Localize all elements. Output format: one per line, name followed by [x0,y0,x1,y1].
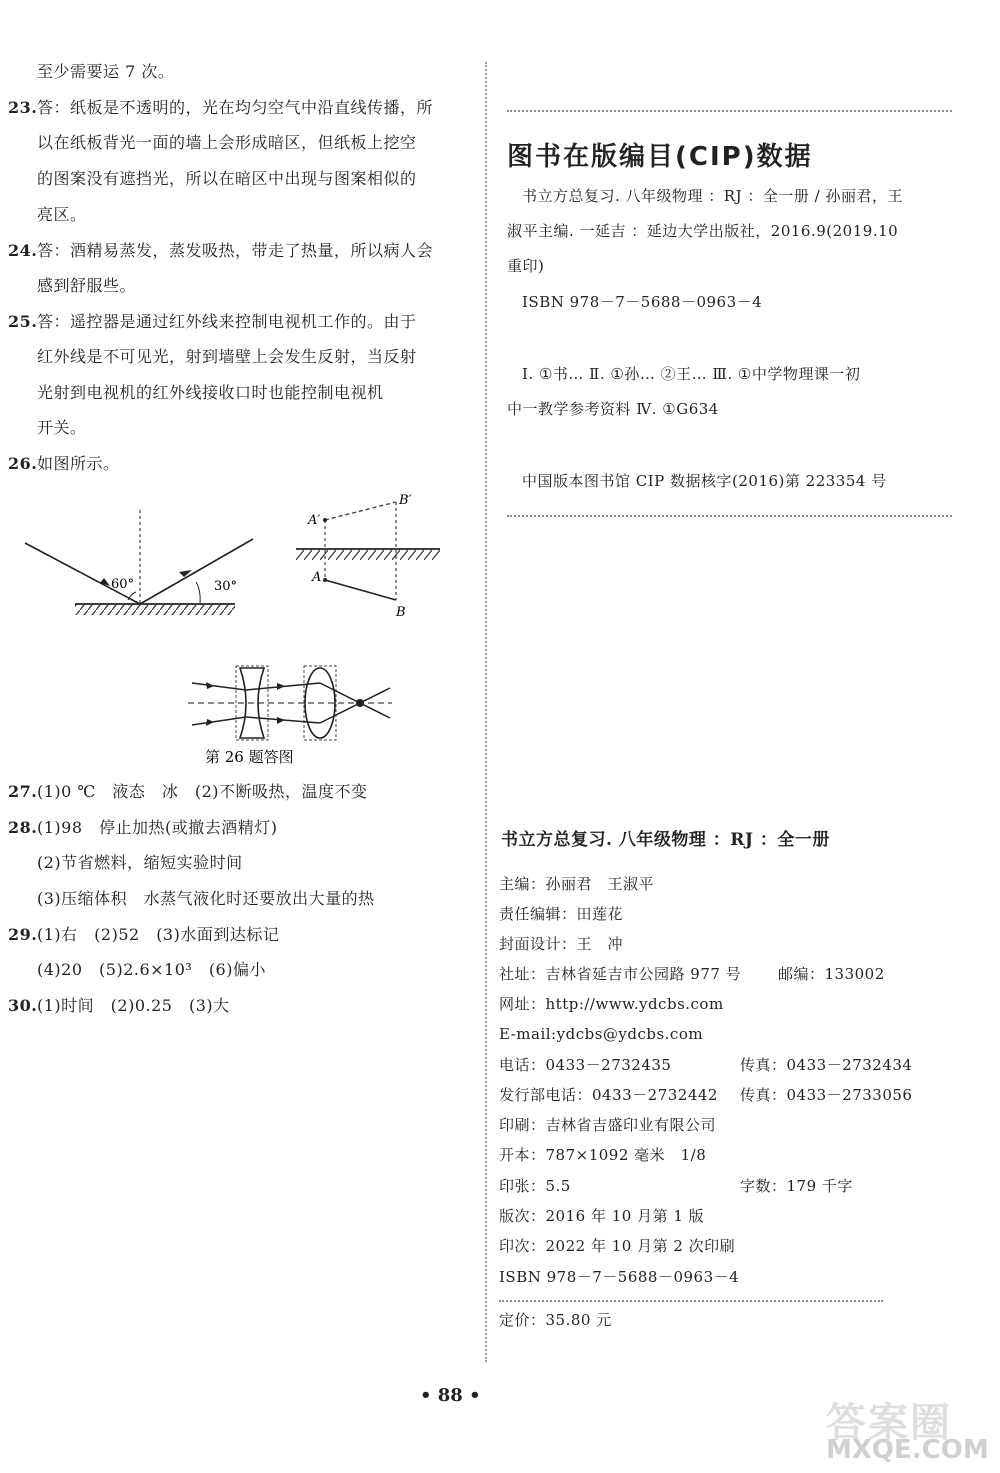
page-number: • 88 • [420,1385,481,1406]
q29-number: 29. [8,925,38,944]
angle-30-label: 30° [214,579,238,594]
cip-title: 图书在版编目(CIP)数据 [507,142,813,172]
angle-60-label: 60° [111,577,135,592]
q28-line: (2)节省燃料，缩短实验时间 [37,853,243,872]
q24-line: 答：酒精易蒸发，蒸发吸热，带走了热量，所以病人会 [37,241,434,260]
cip-record: 中国版本图书馆 CIP 数据核字(2016)第 223354 号 [522,472,887,490]
point-a-prime-label: A′ [308,513,321,528]
answer-22-end: 至少需要运 7 次。 [37,62,175,81]
q23-line: 以在纸板背光一面的墙上会形成暗区，但纸板上挖空 [37,133,417,152]
watermark-text: 答案圈 [826,1400,952,1446]
watermark-url: MXQE.COM [826,1435,989,1465]
colophon-postcode: 邮编：133002 [778,965,885,983]
colophon-address: 社址：吉林省延吉市公园路 977 号 [499,965,742,983]
point-a-label: A [312,570,322,585]
q26-figure [0,490,480,790]
mirror-image-diagram [296,493,440,620]
colophon-book-title: 书立方总复习. 八年级物理 ：RJ ：全一册 [501,830,830,850]
q26-text: 如图所示。 [37,454,120,473]
lens-diagram [188,666,392,766]
cip-line: 重印) [507,257,545,275]
colophon-editors: 主编：孙丽君 王淑平 [499,875,655,893]
colophon-dist-phone: 发行部电话：0433－2732442 [499,1086,718,1104]
cip-top-rule [507,110,952,112]
q23-number: 23. [8,98,38,117]
cip-class-line: Ⅰ. ①书… Ⅱ. ①孙… ②王… Ⅲ. ①中学物理课一初 [522,365,861,383]
q25-line: 光射到电视机的红外线接收口时也能控制电视机 [37,383,384,402]
q25-line: 红外线是不可见光，射到墙壁上会发生反射，当反射 [37,347,417,366]
q24-number: 24. [8,241,38,260]
q23-line: 亮区。 [37,205,87,224]
q30-number: 30. [8,996,38,1015]
colophon-printer: 印刷：吉林省吉盛印业有限公司 [499,1116,717,1134]
q27-text: (1)0 ℃ 液态 冰 (2)不断吸热，温度不变 [37,782,368,801]
colophon-fax: 传真：0433－2732434 [740,1056,913,1074]
q27-number: 27. [8,782,38,801]
q28-line: (3)压缩体积 水蒸气液化时还要放出大量的热 [37,889,375,908]
cip-bottom-rule [507,515,952,517]
cip-isbn: ISBN 978－7－5688－0963－4 [522,293,763,311]
colophon-rule [499,1300,883,1302]
q28-number: 28. [8,818,38,837]
colophon-dist-fax: 传真：0433－2733056 [740,1086,913,1104]
q26-number: 26. [8,454,38,473]
cip-line: 淑平主编. 一延吉 ：延边大学出版社，2016.9(2019.10 [507,222,899,240]
watermark-logo [826,1395,996,1467]
q23-line: 的图案没有遮挡光，所以在暗区中出现与图案相似的 [37,169,417,188]
colophon-email: E-mail:ydcbs@ydcbs.com [499,1025,704,1043]
colophon-sheets: 印张：5.5 [499,1177,571,1195]
colophon-price: 定价：35.80 元 [499,1311,612,1329]
q29-line: (4)20 (5)2.6×10³ (6)偏小 [37,960,266,979]
reflection-diagram [25,510,253,615]
column-divider [485,62,487,1362]
q25-number: 25. [8,312,38,331]
q24-line: 感到舒服些。 [37,276,137,295]
colophon-website: 网址：http://www.ydcbs.com [499,995,724,1013]
point-b-prime-label: B′ [399,493,412,508]
q23-line: 答：纸板是不透明的，光在均匀空气中沿直线传播，所 [37,98,434,117]
q28-line: (1)98 停止加热(或撤去酒精灯) [37,818,278,837]
cip-line: 书立方总复习. 八年级物理 ：RJ ：全一册 / 孙丽君，王 [522,187,903,205]
colophon-isbn: ISBN 978－7－5688－0963－4 [499,1268,740,1286]
q25-line: 答：遥控器是通过红外线来控制电视机工作的。由于 [37,312,417,331]
colophon-edition: 版次：2016 年 10 月第 1 版 [499,1207,705,1225]
figure-caption: 第 26 题答图 [205,748,294,766]
q25-line: 开关。 [37,418,87,437]
cip-class-line: 中一教学参考资料 Ⅳ. ①G634 [507,400,719,418]
colophon-responsible-editor: 责任编辑：田莲花 [499,905,624,923]
colophon-format: 开本：787×1092 毫米 1/8 [499,1146,707,1164]
q30-text: (1)时间 (2)0.25 (3)大 [37,996,230,1015]
colophon-phone: 电话：0433－2732435 [499,1056,672,1074]
colophon-words: 字数：179 千字 [740,1177,853,1195]
q29-line: (1)右 (2)52 (3)水面到达标记 [37,925,280,944]
point-b-label: B [396,605,406,620]
colophon-printing: 印次：2022 年 10 月第 2 次印刷 [499,1237,736,1255]
colophon-cover-design: 封面设计：王 冲 [499,935,624,953]
